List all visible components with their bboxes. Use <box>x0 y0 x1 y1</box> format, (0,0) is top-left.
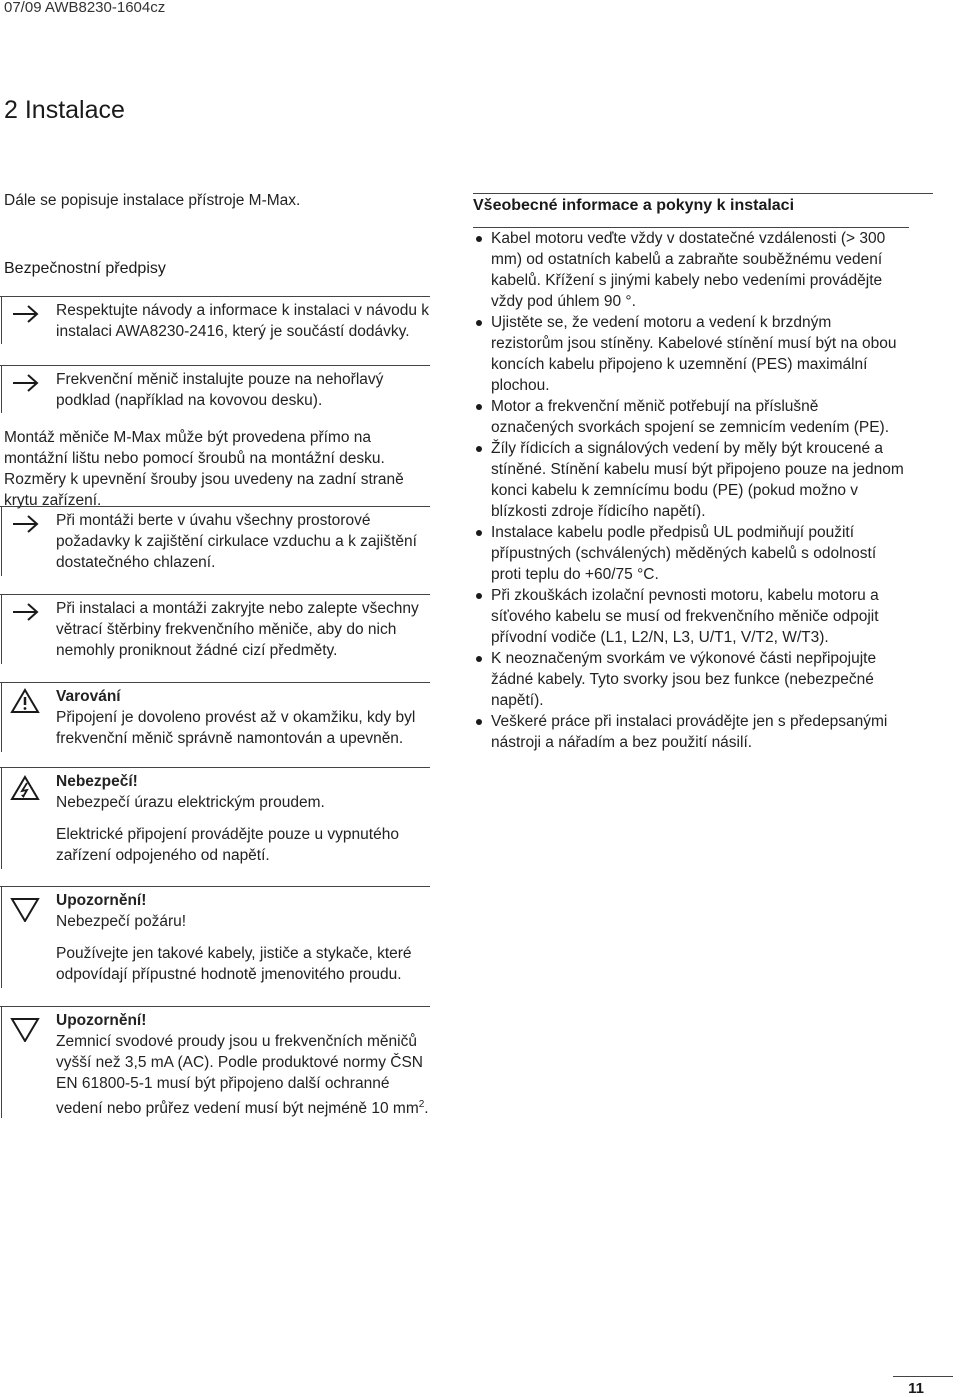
caution-rule <box>0 1006 430 1007</box>
caution-box-fire <box>0 886 430 988</box>
note-cooling-space <box>0 506 430 576</box>
danger-line2: Elektrické připojení provádějte pouze u vypnutého zařízení odpojeného od napětí. <box>56 826 399 864</box>
warning-title: Varování <box>56 688 121 705</box>
note-rule <box>0 506 430 507</box>
danger-bar <box>1 767 2 869</box>
note-rule <box>0 365 430 366</box>
caution-bar <box>1 1006 2 1118</box>
note-text: Při montáži berte v úvahu všechny prostorové požadavky k zajištění cirkulace vzduchu a k zajištění dostatečného chlazení. <box>56 512 417 571</box>
note-text: Frekvenční měnič instalujte pouze na nehořlavý podklad (například na kovovou desku). <box>56 371 384 409</box>
caution-title: Upozornění! <box>56 892 147 909</box>
warning-triangle-icon <box>10 688 40 714</box>
arrow-right-icon <box>10 600 40 624</box>
note-bar <box>1 594 2 664</box>
caution-text-body: Zemnicí svodové proudy jsou u frekvenčních měničů vyšší než 3,5 mA (AC). Podle produktové normy ČSN EN 61800-5-1 musí být připojeno další ochranné vedení nebo průřez vedení musí být nejméně 10 mm <box>56 1033 423 1118</box>
caution-text-end: . <box>424 1100 429 1118</box>
caution-triangle-icon <box>10 1016 40 1042</box>
arrow-right-icon <box>10 371 40 395</box>
list-item: Kabel motoru veďte vždy v dostatečné vzdálenosti (> 300 mm) od ostatních kabelů a zabraňte souběžnému vedení kabelů. Křížení s jinými kabely nebo vedeními provádějte vždy pod úhlem 90 °. <box>473 228 905 312</box>
caution-content <box>56 890 430 985</box>
note-text: Při instalaci a montáži zakryjte nebo zalepte všechny větrací štěrbiny frekvenčního měniče, aby do nich nemohly proniknout žádné cizí předměty. <box>56 600 419 659</box>
page-number-rule <box>893 1376 953 1377</box>
general-bullets <box>473 228 905 753</box>
arrow-right-icon <box>10 302 40 326</box>
mounting-text: Montáž měniče M-Max může být provedena přímo na montážní lištu nebo pomocí šroubů na montážní desku. Rozměry k upevnění šrouby jsou uvedeny na zadní straně krytu zařízení. <box>4 429 404 509</box>
caution-bar <box>1 886 2 988</box>
note-bar <box>1 296 2 344</box>
caution-rule <box>0 886 430 887</box>
chapter-title: 2 Instalace <box>4 96 125 124</box>
note-installation-manual <box>0 296 430 344</box>
list-item: Veškeré práce při instalaci provádějte jen s předepsanými nástroji a nářadím a bez použití násilí. <box>473 711 905 753</box>
list-item: K neoznačeným svorkám ve výkonové části nepřipojujte žádné kabely. Tyto svorky jsou bez funkce (nebezpečné napětí). <box>473 648 905 711</box>
danger-rule <box>0 767 430 768</box>
note-bar <box>1 365 2 413</box>
warning-text: Připojení je dovoleno provést až v okamžiku, kdy byl frekvenční měnič správně namontován a upevněn. <box>56 709 416 747</box>
list-item: Ujistěte se, že vedení motoru a vedení k brzdným rezistorům jsou stíněny. Kabelové stínění musí být na obou koncích kabelu připojeno k uzemnění (PES) maximální plochou. <box>473 312 905 396</box>
warning-box <box>0 682 430 752</box>
caution-text <box>56 1031 430 1119</box>
list-item: Žíly řídicích a signálových vedení by měly být kroucené a stíněné. Stínění kabelu musí být připojeno pouze na jednom konci kabelu k zemnícímu bodu (PE) (pokud možno v blízkosti zdroje řídicího napětí). <box>473 438 905 522</box>
document-code: 07/09 AWB8230-1604cz <box>4 0 166 16</box>
danger-line1: Nebezpečí úrazu elektrickým proudem. <box>56 794 325 811</box>
arrow-right-icon <box>10 512 40 536</box>
list-item: Při zkouškách izolační pevnosti motoru, kabelu motoru a síťového kabelu se musí od frekvenčního měniče odpojit přívodní vodiče (L1, L2/N, L3, U/T1, V/T2, W/T3). <box>473 585 905 648</box>
caution-content <box>56 1010 430 1119</box>
list-item: Motor a frekvenční měnič potřebují na příslušně označených svorkách spojení se zemnicím vedením (PE). <box>473 396 905 438</box>
caution-box-leakage <box>0 1006 430 1118</box>
note-rule <box>0 594 430 595</box>
general-section <box>473 193 904 751</box>
warning-bar <box>1 682 2 752</box>
note-rule <box>0 296 430 297</box>
intro-text: Dále se popisuje instalace přístroje M-Max. <box>4 192 301 209</box>
caution-title: Upozornění! <box>56 1012 147 1029</box>
caution-line2: Používejte jen takové kabely, jističe a stykače, které odpovídají přípustné hodnotě jmenovitého proudu. <box>56 945 412 983</box>
danger-title: Nebezpečí! <box>56 773 138 790</box>
caution-line1: Nebezpečí požáru! <box>56 913 187 930</box>
list-item: Instalace kabelu podle předpisů UL podmiňují použití přípustných (schválených) měděných kabelů s odolností proti teplu do +60/75 °C. <box>473 522 905 585</box>
note-cover-vents <box>0 594 430 664</box>
note-non-flammable-base <box>0 365 430 413</box>
danger-box <box>0 767 430 869</box>
warning-content <box>56 686 430 749</box>
general-heading: Všeobecné informace a pokyny k instalaci <box>473 197 795 214</box>
caution-superscript: 2 <box>418 1099 425 1110</box>
danger-content <box>56 771 430 866</box>
caution-triangle-icon <box>10 896 40 922</box>
safety-heading: Bezpečnostní předpisy <box>4 260 166 277</box>
warning-rule <box>0 682 430 683</box>
section-rule <box>473 193 933 194</box>
note-text: Respektujte návody a informace k instalaci v návodu k instalaci AWA8230-2416, který je součástí dodávky. <box>56 302 430 340</box>
page-number: 11 <box>908 1380 924 1397</box>
note-bar <box>1 506 2 576</box>
electric-hazard-icon <box>10 775 40 801</box>
